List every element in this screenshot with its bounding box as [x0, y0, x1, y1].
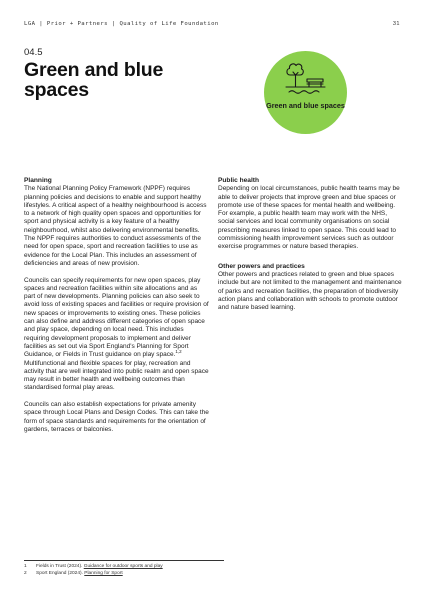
footnote-text — [36, 571, 123, 578]
footnote-text — [36, 564, 163, 571]
planning-paragraph-1: The National Planning Policy Framework (NPPF) requires planning policies and decisions to enable and support healthy lifestyles. A critical aspect of a healthy neighbourhood is access to a network of high quality open spaces and opportunities for sport and physical activity is a key feature of a healthy neighbourhood, whilst also delivering environmental benefits. The NPPF requires authorities to conduct assessments of the need for open space, sport and recreation facilities to use as evidence for the Local Plan. This includes an assessment of deficiencies and areas of new provision. — [24, 185, 207, 267]
badge-label: Green and blue spaces — [266, 101, 345, 110]
other-powers-heading: Other powers and practices — [218, 262, 305, 270]
footnote-link[interactable]: Planning for Sport — [84, 570, 123, 576]
public-health-paragraph: Depending on local circumstances, public health teams may be able to deliver projects that improve green and blue spaces or promote use of these spaces for mental health and wellbeing. For example, a public health team may work with the NHS, social services and local community organisations on social prescribing measures linked to open space. This could lead to commissioning health improvement services such as outdoor exercise programmes or nature based therapies. — [218, 185, 400, 251]
planning-paragraph-2-cont: Multifunctional and flexible spaces for play, recreation and activity that are well integrated into public realm and open space may result in better health and wellbeing outcomes than standardised formal play areas. — [24, 359, 209, 392]
document-title: LGA | Prior + Partners | Quality of Life Foundation — [24, 21, 219, 27]
footnote-item — [24, 564, 224, 571]
public-health-heading: Public health — [218, 177, 260, 184]
planning-paragraph-2 — [24, 277, 210, 393]
footnote-link[interactable]: Guidance for outdoor sports and play — [83, 564, 163, 569]
footnote-number: 2 — [24, 570, 27, 576]
footnote-item — [24, 571, 224, 578]
tree-bench-water-icon — [283, 61, 328, 101]
other-powers-paragraph: Other powers and practices related to green and blue spaces include but are not limited to the management and maintenance of parks and recreation facilities, the preparation of biodiversity action plans and collaboration with schools to promote outdoor and nature based learning. — [218, 270, 402, 312]
planning-paragraph-2-text: Councils can specify requirements for new open spaces, play spaces and recreation facilities within site allocations and as part of new developments. Planning policies can also seek to avoid loss of existing spaces and facilities or require provision of new spaces or improvements to existing ones. These policies can also define and address different categories of open space and play space, depending on local need. This includes requiring development proposals to implement and deliver facilities as set out via Sport England's Planning for Sport Guidance, or Fields in Trust guidance on play space. — [24, 276, 209, 359]
footnote-number: 1 — [24, 564, 27, 569]
right-column — [218, 177, 402, 321]
page-number: 31 — [392, 21, 400, 27]
left-column — [24, 177, 210, 443]
page-header — [24, 21, 400, 27]
planning-heading: Planning — [24, 177, 52, 184]
footnote-reference[interactable]: 1,2 — [175, 349, 182, 355]
planning-paragraph-3: Councils can also establish expectations for private amenity space through Local Plans and Design Codes. This can take the form of space standards and requirements for the orientation of gardens, terraces or balconies. — [24, 401, 209, 433]
section-number: 04.5 — [24, 47, 43, 58]
footnote-source: Fields in Trust (2024). — [36, 564, 83, 569]
topic-badge — [264, 51, 347, 134]
page-title: Green and blue spaces — [24, 59, 164, 101]
footnote-source: Sport England (2024). — [36, 570, 83, 576]
footnotes — [24, 560, 224, 578]
